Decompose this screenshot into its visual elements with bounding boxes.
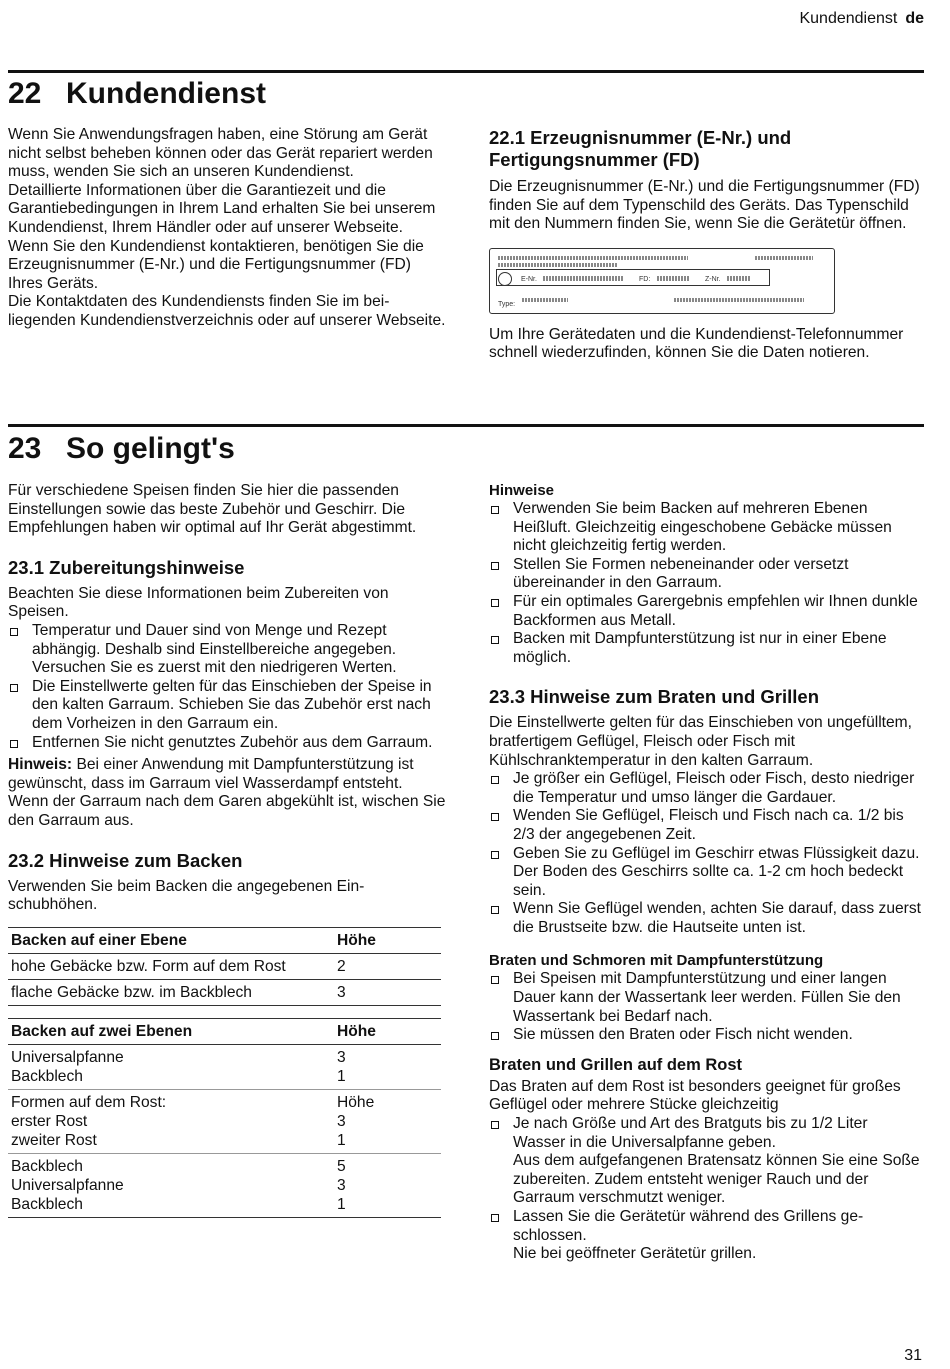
list-item: Sie müssen den Braten oder Fisch nicht wenden.: [489, 1026, 921, 1045]
bullet-list: [489, 1115, 921, 1264]
plate-dots: [498, 263, 618, 267]
table-row: [8, 1131, 441, 1154]
table-row: [8, 1112, 441, 1131]
plate-dots: [755, 256, 813, 260]
list-item: Wenden Sie Geflügel, Fleisch und Fisch nach ca. 1/2 bis 2/3 der angegebenen Zeit.: [489, 807, 921, 844]
table-cell: 5: [337, 1157, 346, 1175]
list-item: Temperatur und Dauer sind von Menge und Rezept abhängig. Deshalb sind Einstellbereiche angegeben. Versuchen Sie es zuerst mit den niedrigeren Werten.: [8, 622, 446, 678]
table-cell: erster Rost: [11, 1112, 88, 1130]
table-row: [8, 1044, 441, 1067]
chapter-title: So gelingt's: [66, 432, 235, 465]
paragraph: Die Erzeugnisnummer (E-Nr.) und die Fertigungsnummer (FD) finden Sie auf dem Typenschild des Geräts. Das Typenschild mit den Nummern finden Sie, wenn Sie die Gerätetür öffnen.: [489, 178, 920, 233]
plate-dots: [657, 276, 689, 281]
table-row: [8, 1176, 441, 1195]
table-header-row: [8, 927, 441, 953]
section-title: 23.1 Zubereitungshinweise: [8, 556, 245, 578]
bullet-list: [489, 770, 921, 937]
baking-two-levels-table: [8, 1018, 441, 1218]
table-cell: Universalpfanne: [11, 1048, 124, 1066]
chapter-title: Kundendienst: [66, 77, 266, 110]
section-title: 23.2 Hinweise zum Backen: [8, 849, 243, 871]
bullet-list: [8, 622, 446, 752]
note-paragraph: [8, 756, 446, 793]
list-item-text: Lassen Sie die Gerätetür während des Grillens geschlossen.: [513, 1208, 864, 1244]
header-section: Kundendienst: [799, 10, 898, 27]
chapter-22-heading: [8, 77, 266, 111]
plate-logo-icon: [498, 272, 512, 286]
table-cell: zweiter Rost: [11, 1131, 97, 1149]
plate-type-label: Type:: [498, 300, 516, 308]
table-header-cell: Höhe: [337, 1022, 376, 1040]
section-title: 22.1 Erzeugnisnummer (E-Nr.) und Fertigungsnummer (FD): [489, 127, 792, 170]
list-item: Geben Sie zu Geflügel im Geschirr etwas Flüssigkeit dazu. Der Boden des Geschirrs sollte ca. 1-2 cm hoch bedeckt sein.: [489, 845, 921, 901]
table-header-cell: Backen auf einer Ebene: [11, 931, 187, 949]
list-item: Entfernen Sie nicht genutztes Zubehör aus dem Garraum.: [8, 734, 446, 753]
table-cell: 3: [337, 1176, 346, 1194]
table-row: [8, 1153, 441, 1176]
note-label: Hinweis:: [8, 756, 73, 774]
list-item: [489, 1208, 921, 1264]
table-cell: 1: [337, 1131, 346, 1149]
bullet-list: [489, 500, 921, 667]
list-item: Bei Speisen mit Dampfunterstützung und einer langen Dauer kann der Wassertank leer werden. Füllen Sie den Wassertank bei Bedarf nach.: [489, 970, 921, 1026]
paragraph: Wenn der Garraum nach dem Garen abgekühlt ist, wischen Sie den Garraum aus.: [8, 793, 446, 829]
table-cell: Höhe: [337, 1093, 375, 1111]
section-22-1: [489, 127, 921, 363]
plate-dots: [522, 298, 568, 302]
header-lang: de: [905, 10, 924, 27]
chapter-23-heading: [8, 432, 235, 466]
table-row: [8, 1089, 441, 1112]
list-item: Verwenden Sie beim Backen auf mehreren Ebenen Heißluft. Gleichzeitig eingeschobene Gebäcke müssen nicht gleichzeitig fertig werden.: [489, 500, 921, 556]
list-item: Wenn Sie Geflügel wenden, achten Sie darauf, dass zuerst die Brustseite bzw. die Hautseite unten ist.: [489, 900, 921, 937]
table-cell: 3: [337, 983, 346, 1001]
table-cell: Formen auf dem Rost:: [11, 1093, 167, 1111]
plate-dots: [543, 276, 623, 281]
table-cell: Universalpfanne: [11, 1176, 124, 1194]
plate-dots: [674, 298, 804, 302]
paragraph: Verwenden Sie beim Backen die angegebenen Einschubhöhen.: [8, 877, 365, 914]
chapter-number: 23: [8, 432, 42, 465]
chapter-23-left-column: [8, 482, 446, 1218]
page-number: 31: [904, 1347, 922, 1364]
subheading: Hinweise: [489, 482, 555, 499]
subheading: Braten und Schmoren mit Dampfunterstützung: [489, 952, 824, 970]
table-cell: 3: [337, 1048, 346, 1066]
paragraph: Die Einstellwerte gelten für das Einschieben von ungefülltem, bratfertigem Geflügel, Fleisch oder Fisch mit Kühlschranktemperatur in den kalten Garraum.: [489, 714, 913, 769]
table-cell: 3: [337, 1112, 346, 1130]
paragraph: Wenn Sie Anwendungsfragen haben, eine Störung am Gerät nicht selbst beheben können oder das Gerät repariert werden muss, wenden Sie sich an unseren Kundendienst.: [8, 126, 433, 181]
chapter-number: 22: [8, 77, 42, 110]
type-plate-illustration: [489, 248, 835, 314]
list-item: Backen mit Dampfunterstützung ist nur in einer Ebene möglich.: [489, 630, 921, 667]
list-item: Für ein optimales Garergebnis empfehlen wir Ihnen dunkle Backformen aus Metall.: [489, 593, 921, 630]
plate-znr-label: Z-Nr.: [705, 275, 721, 283]
paragraph: Das Braten auf dem Rost ist besonders geeignet für großes Geflügel oder mehrere Stücke gleichzeitig: [489, 1077, 901, 1114]
plate-dots: [498, 256, 688, 260]
list-item-text: Je nach Größe und Art des Bratguts bis zu 1/2 Liter Wasser in die Universalpfanne geben.: [513, 1115, 868, 1151]
list-item: Die Einstellwerte gelten für das Einschieben der Speise in den kalten Garraum. Schieben Sie das Zubehör erst nach dem Vorheizen in den Garraum ein.: [8, 678, 446, 734]
table-row: [8, 979, 441, 1005]
table-row: [8, 953, 441, 979]
table-header-row: [8, 1018, 441, 1044]
table-cell: Backblech: [11, 1067, 83, 1085]
chapter-22-text: [8, 126, 446, 331]
paragraph: Für verschiedene Speisen finden Sie hier die passenden Einstellungen sowie das beste Zubehör und Geschirr. Die Empfehlungen haben wir optimal auf Ihr Gerät abgestimmt.: [8, 482, 417, 537]
list-item: Je größer ein Geflügel, Fleisch oder Fisch, desto niedriger die Temperatur und umso länger die Gardauer.: [489, 770, 921, 807]
bullet-list: [489, 970, 921, 1044]
note-text: Bei einer Anwendung mit Dampfunterstützung ist gewünscht, dass im Garraum viel Wasserdampf entsteht.: [8, 756, 414, 792]
plate-enr-label: E-Nr.: [521, 275, 537, 283]
plate-number-box: [496, 269, 770, 286]
table-cell: 1: [337, 1067, 346, 1085]
running-header: [799, 10, 924, 28]
table-cell: flache Gebäcke bzw. im Backblech: [11, 983, 252, 1001]
paragraph: Die Kontaktdaten des Kundendiensts finden Sie im beiliegenden Kundendienstverzeichnis oder auf unserer Webseite.: [8, 293, 446, 329]
table-cell: Backblech: [11, 1157, 83, 1175]
subheading: Braten und Grillen auf dem Rost: [489, 1055, 743, 1074]
paragraph: Um Ihre Gerätedaten und die Kundendienst-Telefonnummer schnell wiederzufinden, können Sie die Daten notieren.: [489, 325, 904, 362]
table-cell: Backblech: [11, 1195, 83, 1213]
table-header-cell: Backen auf zwei Ebenen: [11, 1022, 193, 1040]
list-item-text: Nie bei geöffneter Gerätetür grillen.: [513, 1245, 757, 1263]
chapter-23-right-column: [489, 482, 921, 1264]
table-cell: hohe Gebäcke bzw. Form auf dem Rost: [11, 957, 286, 975]
section-title: 23.3 Hinweise zum Braten und Grillen: [489, 686, 820, 708]
baking-one-level-table: [8, 927, 441, 1006]
chapter-rule: [8, 70, 924, 73]
chapter-rule: [8, 424, 924, 427]
plate-fd-label: FD:: [639, 275, 651, 283]
table-cell: 2: [337, 957, 346, 975]
list-item: [489, 1115, 921, 1208]
paragraph: Beachten Sie diese Informationen beim Zubereiten von Speisen.: [8, 584, 389, 621]
table-cell: 1: [337, 1195, 346, 1213]
list-item: Stellen Sie Formen nebeneinander oder versetzt übereinander in den Garraum.: [489, 556, 921, 593]
table-row: [8, 1195, 441, 1218]
paragraph: Detaillierte Informationen über die Garantiezeit und die Garantiebedingungen in Ihrem Land erhalten Sie bei unserem Kundendienst, Ihrem Händler oder auf unserer Webseite.: [8, 181, 436, 236]
table-row: [8, 1067, 441, 1090]
table-header-cell: Höhe: [337, 931, 376, 949]
paragraph: Wenn Sie den Kundendienst kontaktieren, benötigen Sie die Erzeugnisnummer (E-Nr.) und die Fertigungsnummer (FD) Ihres Geräts.: [8, 237, 424, 292]
list-item-text: Aus dem aufgefangenen Bratensatz können Sie eine Soße zubereiten. Zudem entsteht weniger Rauch und der Garraum verschmutzt weniger.: [513, 1152, 920, 1207]
plate-dots: [727, 276, 751, 281]
